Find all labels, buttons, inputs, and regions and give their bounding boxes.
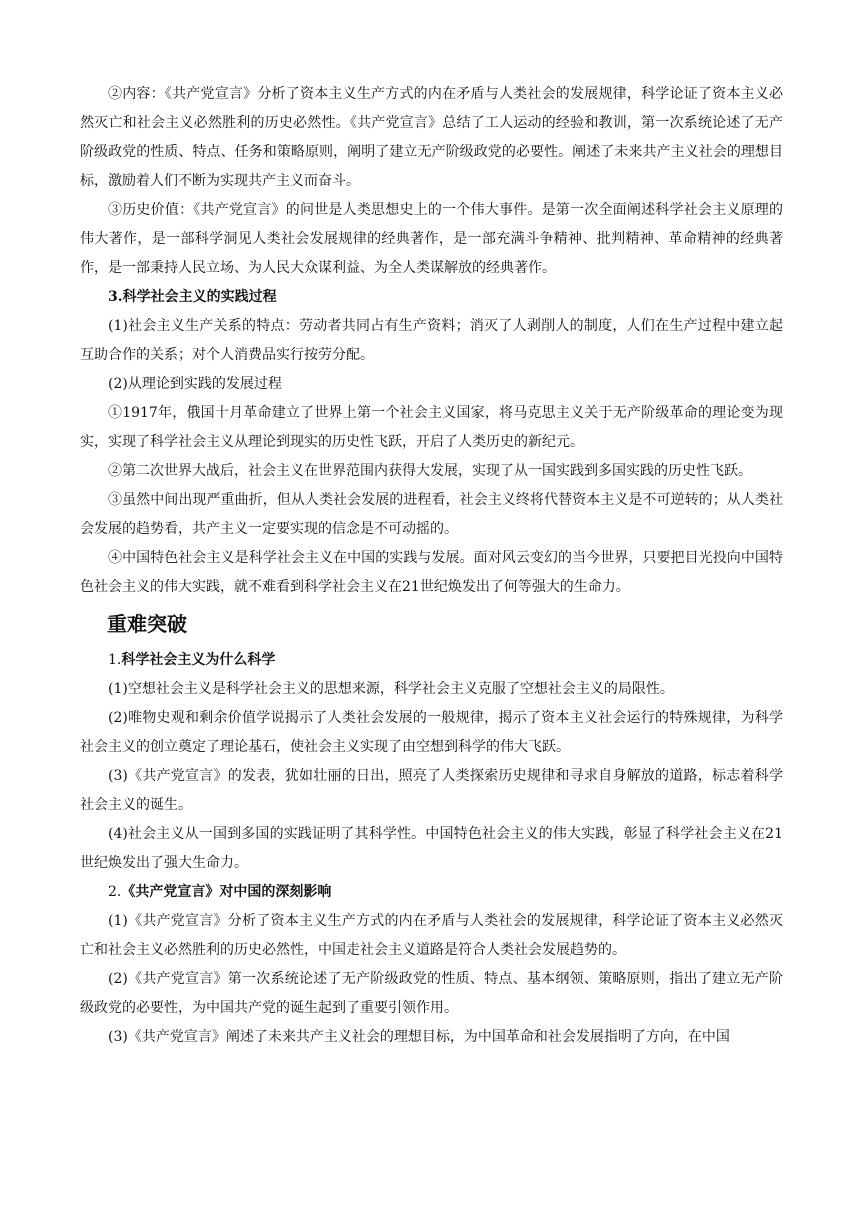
paragraph-manifesto-publication: (3)《共产党宣言》的发表，犹如壮丽的日出，照亮了人类探索历史规律和寻求自身解放的道路，标志着科学社会主义的诞生。 <box>80 768 783 813</box>
paragraph-historical-value: ③历史价值：《共产党宣言》的问世是人类思想史上的一个伟大事件。是第一次全面阐述科学社会主义原理的伟大著作，是一部科学洞见人类社会发展规律的经典著作，是一部充满斗争精神、批判精神、革命精神的经典著作，是一部秉持人民立场、为人民大众谋利益、为全人类谋解放的经典著作。 <box>80 202 783 276</box>
document-page <box>80 80 783 1052</box>
topic-number: 1. <box>108 652 122 668</box>
paragraph-production-relations: (1)社会主义生产关系的特点：劳动者共同占有生产资料；消灭了人剥削人的制度，人们在生产过程中建立起互助合作的关系；对个人消费品实行按劳分配。 <box>80 318 783 363</box>
topic-number: 2. <box>108 884 122 900</box>
topic-heading-text: 科学社会主义为什么科学 <box>121 652 276 668</box>
section-heading-practice: 3.科学社会主义的实践过程 <box>108 289 277 305</box>
paragraph-influence-1: (1)《共产党宣言》分析了资本主义生产方式的内在矛盾与人类社会的发展规律，科学论证了资本主义必然灭亡和社会主义必然胜利的历史必然性，中国走社会主义道路是符合人类社会发展趋势的。 <box>80 913 783 958</box>
paragraph-post-wwii: ②第二次世界大战后，社会主义在世界范围内获得大发展，实现了从一国实践到多国实践的历史性飞跃。 <box>108 463 752 479</box>
paragraph-content: ②内容：《共产党宣言》分析了资本主义生产方式的内在矛盾与人类社会的发展规律，科学论证了资本主义必然灭亡和社会主义必然胜利的历史必然性。《共产党宣言》总结了工人运动的经验和教训，第一次系统论述了无产阶级政党的性质、特点、任务和策略原则，阐明了建立无产阶级政党的必要性。阐述了未来共产主义社会的理想目标，激励着人们不断为实现共产主义而奋斗。 <box>80 86 783 189</box>
paragraph-influence-2: (2)《共产党宣言》第一次系统论述了无产阶级政党的性质、特点、基本纲领、策略原则，指出了建立无产阶级政党的必要性，为中国共产党的诞生起到了重要引领作用。 <box>80 971 783 1016</box>
paragraph-influence-3: (3)《共产党宣言》阐述了未来共产主义社会的理想目标，为中国革命和社会发展指明了方向，在中国 <box>108 1029 730 1045</box>
topic-heading-influence-on-china <box>80 878 783 907</box>
paragraph-theory-to-practice: (2)从理论到实践的发展过程 <box>108 376 282 392</box>
paragraph-chinese-socialism: ④中国特色社会主义是科学社会主义在中国的实践与发展。面对风云变幻的当今世界，只要把目光投向中国特色社会主义的伟大实践，就不难看到科学社会主义在21世纪焕发出了何等强大的生命力。 <box>80 550 783 595</box>
topic-heading-text: 《共产党宣言》对中国的深刻影响 <box>121 884 332 900</box>
topic-heading-why-scientific <box>80 646 783 675</box>
paragraph-utopian-source: (1)空想社会主义是科学社会主义的思想来源，科学社会主义克服了空想社会主义的局限性。 <box>108 681 674 697</box>
section-title-key-points: 重难突破 <box>107 612 187 636</box>
paragraph-historical-materialism: (2)唯物史观和剩余价值学说揭示了人类社会发展的一般规律，揭示了资本主义社会运行的特殊规律，为科学社会主义的创立奠定了理论基石，使社会主义实现了由空想到科学的伟大飞跃。 <box>80 710 783 755</box>
paragraph-practice-proof: (4)社会主义从一国到多国的实践证明了其科学性。中国特色社会主义的伟大实践，彰显了科学社会主义在21世纪焕发出了强大生命力。 <box>80 826 783 871</box>
paragraph-1917: ①1917年，俄国十月革命建立了世界上第一个社会主义国家，将马克思主义关于无产阶级革命的理论变为现实，实现了科学社会主义从理论到现实的历史性飞跃，开启了人类历史的新纪元。 <box>80 405 783 450</box>
paragraph-setbacks: ③虽然中间出现严重曲折，但从人类社会发展的进程看，社会主义终将代替资本主义是不可逆转的；从人类社会发展的趋势看，共产主义一定要实现的信念是不可动摇的。 <box>80 492 783 537</box>
